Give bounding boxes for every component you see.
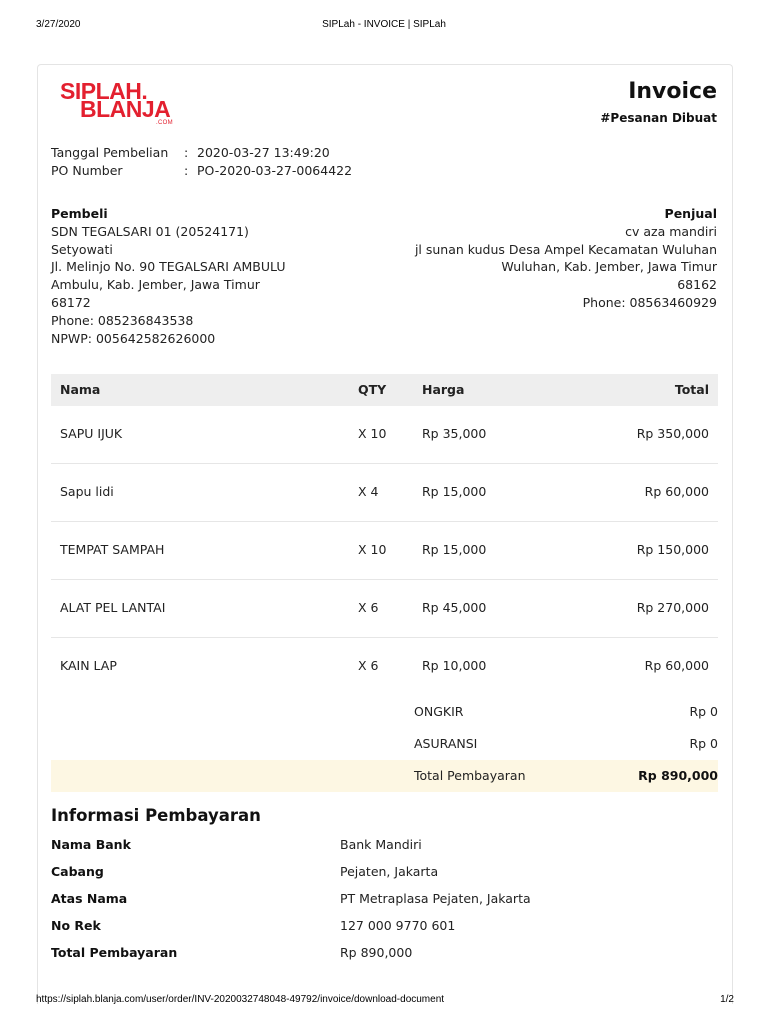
summary-ongkir	[51, 696, 718, 728]
invoice-status: #Pesanan Dibuat	[600, 111, 717, 125]
cell-total: Rp 60,000	[644, 484, 709, 499]
payment-row-cabang	[51, 864, 711, 891]
buyer-line: Ambulu, Kab. Jember, Jawa Timur	[51, 277, 260, 293]
payment-label: No Rek	[51, 918, 101, 933]
summary-value: Rp 890,000	[638, 768, 718, 783]
summary-total-pembayaran	[51, 760, 718, 792]
summary-label: ASURANSI	[414, 736, 478, 751]
meta-separator: :	[184, 163, 189, 178]
payment-value: Bank Mandiri	[340, 837, 422, 852]
seller-heading: Penjual	[664, 206, 717, 221]
summary-asuransi	[51, 728, 718, 760]
seller-line: cv aza mandiri	[625, 223, 717, 239]
logo-suffix: .COM	[156, 120, 173, 126]
print-url: https://siplah.blanja.com/user/order/INV-2020032748048-49792/invoice/download-document	[36, 994, 445, 1005]
summary-value: Rp 0	[689, 736, 718, 751]
buyer-info	[51, 205, 286, 347]
summary-label: ONGKIR	[414, 704, 464, 719]
meta-value: PO-2020-03-27-0064422	[197, 163, 353, 178]
cell-harga: Rp 45,000	[422, 600, 487, 615]
print-page-number: 1/2	[720, 994, 734, 1005]
header-qty: QTY	[358, 382, 387, 397]
seller-line: jl sunan kudus Desa Ampel Kecamatan Wuluhan	[414, 241, 717, 257]
cell-qty: X 6	[358, 658, 379, 673]
cell-qty: X 6	[358, 600, 379, 615]
seller-line: 68162	[677, 277, 717, 293]
seller-info	[415, 205, 717, 312]
buyer-line: 68172	[51, 294, 91, 310]
payment-label: Atas Nama	[51, 891, 128, 906]
cell-harga: Rp 35,000	[422, 426, 487, 441]
cell-harga: Rp 15,000	[422, 542, 487, 557]
summary-value: Rp 0	[689, 704, 718, 719]
cell-qty: X 10	[358, 542, 387, 557]
payment-value: PT Metraplasa Pejaten, Jakarta	[340, 891, 531, 906]
cell-total: Rp 270,000	[636, 600, 709, 615]
header-harga: Harga	[422, 382, 465, 397]
payment-value: Pejaten, Jakarta	[340, 864, 439, 879]
cell-total: Rp 350,000	[636, 426, 709, 441]
meta-label: PO Number	[51, 163, 123, 178]
buyer-line: NPWP: 005642582626000	[51, 330, 216, 346]
table-row	[51, 464, 718, 522]
payment-value: 127 000 9770 601	[340, 918, 456, 933]
meta-label: Tanggal Pembelian	[51, 145, 169, 160]
cell-total: Rp 150,000	[636, 542, 709, 557]
payment-row-no-rek	[51, 918, 711, 945]
cell-harga: Rp 15,000	[422, 484, 487, 499]
payment-info	[51, 837, 711, 972]
cell-nama: Sapu lidi	[60, 484, 114, 499]
invoice-card	[37, 64, 733, 1004]
cell-nama: KAIN LAP	[60, 658, 117, 673]
meta-separator: :	[184, 145, 189, 160]
header-total: Total	[674, 382, 709, 397]
logo-line-1: SIPLAH.	[60, 78, 148, 104]
print-footer	[0, 990, 768, 1010]
payment-info-title: Informasi Pembayaran	[51, 806, 261, 825]
payment-label: Cabang	[51, 864, 104, 879]
table-row	[51, 580, 718, 638]
payment-value: Rp 890,000	[340, 945, 413, 960]
buyer-line: Jl. Melinjo No. 90 TEGALSARI AMBULU	[51, 259, 286, 275]
meta-value: 2020-03-27 13:49:20	[197, 145, 330, 160]
header-nama: Nama	[60, 382, 101, 397]
buyer-heading: Pembeli	[51, 206, 108, 221]
items-table-header	[51, 374, 718, 406]
payment-row-nama-bank	[51, 837, 711, 864]
print-date: 3/27/2020	[36, 19, 81, 30]
payment-row-total	[51, 945, 711, 972]
table-row	[51, 522, 718, 580]
logo-line-2: BLANJA	[80, 96, 171, 122]
payment-label: Nama Bank	[51, 837, 131, 852]
buyer-line: SDN TEGALSARI 01 (20524171)	[51, 223, 249, 239]
items-table	[51, 374, 718, 696]
siplah-blanja-logo	[60, 79, 180, 127]
summary-label: Total Pembayaran	[414, 768, 526, 783]
cell-qty: X 10	[358, 426, 387, 441]
buyer-line: Phone: 085236843538	[51, 312, 194, 328]
seller-line: Phone: 08563460929	[582, 294, 717, 310]
cell-nama: ALAT PEL LANTAI	[60, 600, 166, 615]
table-row	[51, 638, 718, 696]
cell-total: Rp 60,000	[644, 658, 709, 673]
cell-qty: X 4	[358, 484, 379, 499]
print-header	[0, 0, 768, 40]
print-title: SIPLah - INVOICE | SIPLah	[322, 19, 446, 30]
invoice-title: Invoice	[628, 79, 717, 104]
summary-block	[51, 696, 718, 792]
cell-nama: TEMPAT SAMPAH	[60, 542, 165, 557]
cell-nama: SAPU IJUK	[60, 426, 123, 441]
cell-harga: Rp 10,000	[422, 658, 487, 673]
seller-line: Wuluhan, Kab. Jember, Jawa Timur	[501, 259, 717, 275]
table-row	[51, 406, 718, 464]
buyer-line: Setyowati	[51, 241, 113, 257]
payment-label: Total Pembayaran	[51, 945, 178, 960]
payment-row-atas-nama	[51, 891, 711, 918]
